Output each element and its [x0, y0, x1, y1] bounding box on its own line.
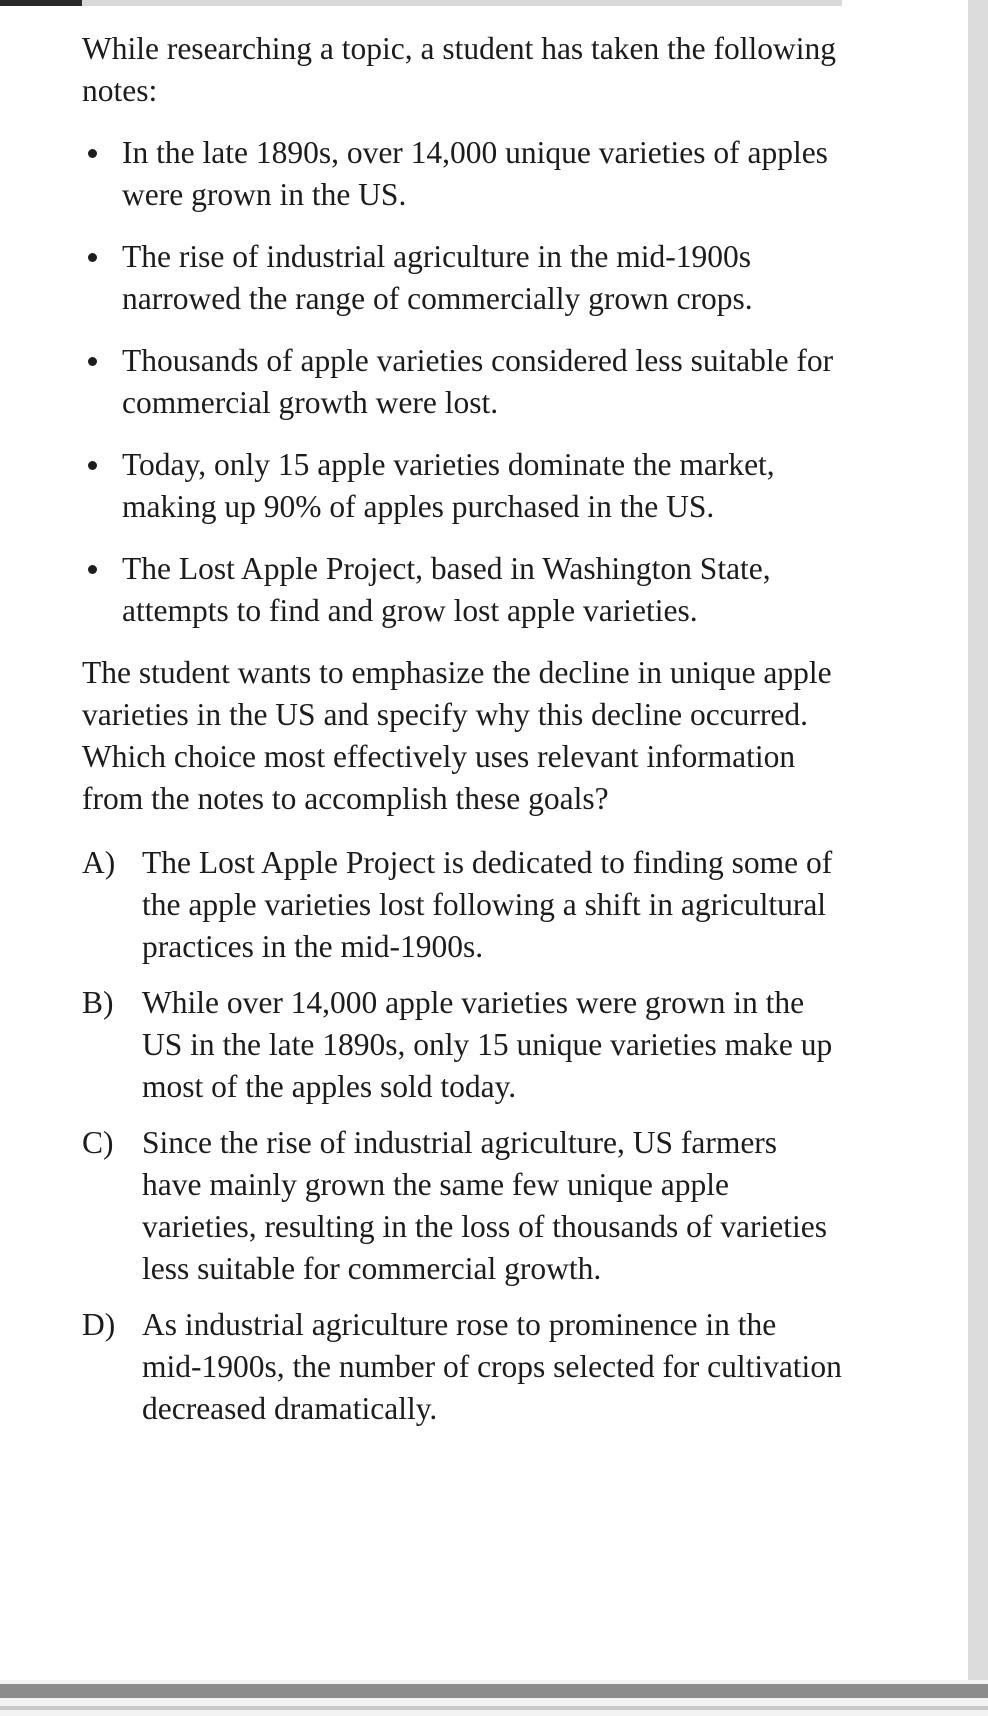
- choice-letter: B): [82, 985, 114, 1020]
- choice-text: The Lost Apple Project is dedicated to finding some of the apple varieties lost following a shift in agricultural practices in the mid-1900s.: [142, 845, 833, 964]
- choice-letter: C): [82, 1125, 114, 1160]
- scrollbar[interactable]: [968, 0, 988, 1680]
- choice-text: As industrial agriculture rose to prominence in the mid-1900s, the number of crops selected for cultivation decreased dramatically.: [142, 1307, 842, 1426]
- note-item: [82, 236, 842, 320]
- bullet-icon: [88, 565, 97, 574]
- bullet-icon: [88, 357, 97, 366]
- choice-letter: D): [82, 1307, 116, 1342]
- notes-list: [82, 132, 842, 632]
- choice-letter: A): [82, 845, 116, 880]
- note-item: [82, 444, 842, 528]
- choice-b[interactable]: [82, 982, 842, 1108]
- intro-text: While researching a topic, a student has taken the following notes:: [82, 31, 837, 108]
- question-text: The student wants to emphasize the decline in unique apple varieties in the US and specify why this decline occurred. Which choice most effectively uses relevant information from the notes to accomplish these goals?: [82, 655, 832, 816]
- bottom-line: [0, 1706, 988, 1710]
- note-text: In the late 1890s, over 14,000 unique varieties of apples were grown in the US.: [122, 135, 828, 212]
- note-text: Today, only 15 apple varieties dominate the market, making up 90% of apples purchased in the US.: [122, 447, 775, 524]
- question-content: [82, 28, 842, 1444]
- bullet-icon: [88, 149, 97, 158]
- choice-a[interactable]: [82, 842, 842, 968]
- note-item: [82, 132, 842, 216]
- bottom-stripe: [0, 1684, 988, 1698]
- bullet-icon: [88, 461, 97, 470]
- note-text: The rise of industrial agriculture in the mid-1900s narrowed the range of commercially grown crops.: [122, 239, 753, 316]
- top-bar-dark: [0, 0, 82, 6]
- choice-c[interactable]: [82, 1122, 842, 1290]
- bullet-icon: [88, 253, 97, 262]
- note-item: [82, 548, 842, 632]
- choice-text: While over 14,000 apple varieties were grown in the US in the late 1890s, only 15 unique varieties make up most of the apples sold today.: [142, 985, 833, 1104]
- note-text: Thousands of apple varieties considered less suitable for commercial growth were lost.: [122, 343, 834, 420]
- note-item: [82, 340, 842, 424]
- choice-text: Since the rise of industrial agriculture, US farmers have mainly grown the same few unique apple varieties, resulting in the loss of thousands of varieties less suitable for commercial growth.: [142, 1125, 827, 1286]
- note-text: The Lost Apple Project, based in Washington State, attempts to find and grow lost apple varieties.: [122, 551, 771, 628]
- choice-d[interactable]: [82, 1304, 842, 1430]
- answer-choices: [82, 842, 842, 1430]
- top-bar-light: [82, 0, 842, 6]
